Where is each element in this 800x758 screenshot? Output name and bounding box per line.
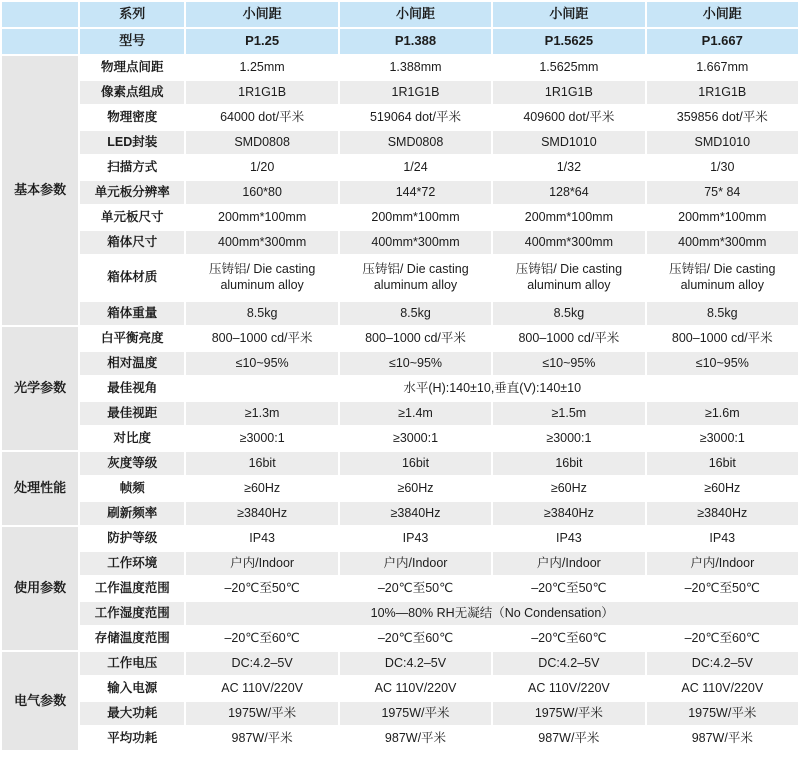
param-value: 144*72	[340, 181, 491, 204]
category-cell: 基本参数	[2, 56, 78, 325]
param-value: 16bit	[493, 452, 644, 475]
param-label: 箱体重量	[80, 302, 184, 325]
param-value: 409600 dot/平米	[493, 106, 644, 129]
param-label: 像素点组成	[80, 81, 184, 104]
param-value: 1/32	[493, 156, 644, 179]
param-value: 1.25mm	[186, 56, 337, 79]
param-value: IP43	[186, 527, 337, 550]
param-label: 工作电压	[80, 652, 184, 675]
param-value: 1975W/平米	[340, 702, 491, 725]
param-value: ≥60Hz	[340, 477, 491, 500]
param-value: –20℃至60℃	[493, 627, 644, 650]
spec-row	[2, 256, 798, 300]
param-value: 1975W/平米	[186, 702, 337, 725]
spec-row	[2, 327, 798, 350]
spec-row	[2, 527, 798, 550]
param-value: 压铸铝/ Die casting aluminum alloy	[493, 256, 644, 300]
param-value: 16bit	[340, 452, 491, 475]
category-cell: 电气参数	[2, 652, 78, 750]
param-label: LED封装	[80, 131, 184, 154]
param-label: 最佳视距	[80, 402, 184, 425]
param-value: 400mm*300mm	[340, 231, 491, 254]
param-value: ≥3840Hz	[647, 502, 798, 525]
param-value: 987W/平米	[647, 727, 798, 750]
corner-cell	[2, 2, 78, 27]
param-value: 1.388mm	[340, 56, 491, 79]
param-value: SMD0808	[186, 131, 337, 154]
param-value: –20℃至50℃	[647, 577, 798, 600]
param-value: 户内/Indoor	[647, 552, 798, 575]
param-value: 1/20	[186, 156, 337, 179]
param-value: ≥1.4m	[340, 402, 491, 425]
param-value: SMD1010	[647, 131, 798, 154]
spec-row	[2, 577, 798, 600]
param-value: ≥60Hz	[493, 477, 644, 500]
spec-row	[2, 627, 798, 650]
param-value: 1975W/平米	[493, 702, 644, 725]
param-label: 帧频	[80, 477, 184, 500]
param-value: 800–1000 cd/平米	[493, 327, 644, 350]
param-label: 防护等级	[80, 527, 184, 550]
param-value: 1975W/平米	[647, 702, 798, 725]
param-value: 1.5625mm	[493, 56, 644, 79]
param-value: DC:4.2–5V	[340, 652, 491, 675]
param-value-span: 10%—80% RH无凝结（No Condensation）	[186, 602, 798, 625]
param-value: –20℃至50℃	[186, 577, 337, 600]
category-cell: 处理性能	[2, 452, 78, 525]
param-value: 1.667mm	[647, 56, 798, 79]
param-value: IP43	[647, 527, 798, 550]
param-value: 压铸铝/ Die casting aluminum alloy	[340, 256, 491, 300]
spec-row	[2, 377, 798, 400]
series-value-2: 小间距	[340, 2, 491, 27]
series-value-1: 小间距	[186, 2, 337, 27]
spec-row	[2, 677, 798, 700]
param-value: ≤10~95%	[340, 352, 491, 375]
param-value: 75* 84	[647, 181, 798, 204]
param-value: 户内/Indoor	[340, 552, 491, 575]
model-value-1: P1.25	[186, 29, 337, 54]
param-label: 输入电源	[80, 677, 184, 700]
param-label: 存储温度范围	[80, 627, 184, 650]
param-value: 8.5kg	[647, 302, 798, 325]
param-value: 1R1G1B	[647, 81, 798, 104]
param-label: 平均功耗	[80, 727, 184, 750]
param-value: SMD0808	[340, 131, 491, 154]
param-value: 200mm*100mm	[186, 206, 337, 229]
param-value: 8.5kg	[493, 302, 644, 325]
param-value: 800–1000 cd/平米	[186, 327, 337, 350]
series-value-4: 小间距	[647, 2, 798, 27]
spec-row	[2, 181, 798, 204]
param-value: 519064 dot/平米	[340, 106, 491, 129]
param-label: 白平衡亮度	[80, 327, 184, 350]
param-label: 扫描方式	[80, 156, 184, 179]
param-value: 1/30	[647, 156, 798, 179]
param-label: 箱体尺寸	[80, 231, 184, 254]
param-value: DC:4.2–5V	[186, 652, 337, 675]
param-value: DC:4.2–5V	[493, 652, 644, 675]
spec-table-body	[2, 56, 798, 750]
spec-row	[2, 302, 798, 325]
param-value: 16bit	[186, 452, 337, 475]
param-value: 8.5kg	[186, 302, 337, 325]
param-value: –20℃至50℃	[340, 577, 491, 600]
param-value: 压铸铝/ Die casting aluminum alloy	[647, 256, 798, 300]
param-value: ≥1.3m	[186, 402, 337, 425]
param-label: 工作温度范围	[80, 577, 184, 600]
param-label: 刷新频率	[80, 502, 184, 525]
param-value: 1/24	[340, 156, 491, 179]
spec-row	[2, 652, 798, 675]
param-value: AC 110V/220V	[340, 677, 491, 700]
param-label: 灰度等级	[80, 452, 184, 475]
param-value: 160*80	[186, 181, 337, 204]
param-value: 1R1G1B	[186, 81, 337, 104]
series-row	[2, 2, 798, 27]
spec-row	[2, 156, 798, 179]
param-value: ≥60Hz	[186, 477, 337, 500]
param-value: 1R1G1B	[340, 81, 491, 104]
spec-row	[2, 502, 798, 525]
model-value-3: P1.5625	[493, 29, 644, 54]
spec-row	[2, 552, 798, 575]
param-label: 单元板尺寸	[80, 206, 184, 229]
param-value-span: 水平(H):140±10,垂直(V):140±10	[186, 377, 798, 400]
param-value: 200mm*100mm	[493, 206, 644, 229]
param-value: 359856 dot/平米	[647, 106, 798, 129]
param-value: ≥1.6m	[647, 402, 798, 425]
param-value: 200mm*100mm	[647, 206, 798, 229]
param-value: ≥3840Hz	[340, 502, 491, 525]
param-value: ≥3840Hz	[186, 502, 337, 525]
param-value: ≤10~95%	[647, 352, 798, 375]
param-value: 8.5kg	[340, 302, 491, 325]
param-value: 800–1000 cd/平米	[647, 327, 798, 350]
param-value: ≥3000:1	[340, 427, 491, 450]
param-value: 400mm*300mm	[186, 231, 337, 254]
param-value: ≥3840Hz	[493, 502, 644, 525]
param-value: AC 110V/220V	[647, 677, 798, 700]
spec-row	[2, 56, 798, 79]
param-value: DC:4.2–5V	[647, 652, 798, 675]
spec-row	[2, 352, 798, 375]
category-cell: 光学参数	[2, 327, 78, 450]
model-value-4: P1.667	[647, 29, 798, 54]
param-label: 单元板分辨率	[80, 181, 184, 204]
param-value: ≥3000:1	[186, 427, 337, 450]
model-row	[2, 29, 798, 54]
param-value: 800–1000 cd/平米	[340, 327, 491, 350]
param-value: AC 110V/220V	[186, 677, 337, 700]
param-value: 压铸铝/ Die casting aluminum alloy	[186, 256, 337, 300]
spec-row	[2, 206, 798, 229]
model-value-2: P1.388	[340, 29, 491, 54]
param-value: IP43	[493, 527, 644, 550]
model-label: 型号	[80, 29, 184, 54]
param-value: ≥60Hz	[647, 477, 798, 500]
param-label: 对比度	[80, 427, 184, 450]
param-value: 16bit	[647, 452, 798, 475]
param-value: IP43	[340, 527, 491, 550]
param-value: 400mm*300mm	[647, 231, 798, 254]
param-label: 物理点间距	[80, 56, 184, 79]
param-value: 200mm*100mm	[340, 206, 491, 229]
param-value: ≤10~95%	[186, 352, 337, 375]
param-value: 987W/平米	[340, 727, 491, 750]
param-label: 最大功耗	[80, 702, 184, 725]
param-value: 400mm*300mm	[493, 231, 644, 254]
param-value: ≤10~95%	[493, 352, 644, 375]
param-label: 相对温度	[80, 352, 184, 375]
param-value: AC 110V/220V	[493, 677, 644, 700]
spec-row	[2, 231, 798, 254]
series-value-3: 小间距	[493, 2, 644, 27]
spec-row	[2, 106, 798, 129]
spec-row	[2, 81, 798, 104]
spec-row	[2, 452, 798, 475]
param-value: 1R1G1B	[493, 81, 644, 104]
param-value: ≥1.5m	[493, 402, 644, 425]
spec-row	[2, 477, 798, 500]
spec-row	[2, 402, 798, 425]
param-value: 64000 dot/平米	[186, 106, 337, 129]
param-label: 物理密度	[80, 106, 184, 129]
spec-row	[2, 602, 798, 625]
spec-row	[2, 427, 798, 450]
param-label: 工作环境	[80, 552, 184, 575]
param-value: 户内/Indoor	[493, 552, 644, 575]
param-value: ≥3000:1	[647, 427, 798, 450]
spec-row	[2, 131, 798, 154]
param-value: –20℃至50℃	[493, 577, 644, 600]
param-value: –20℃至60℃	[647, 627, 798, 650]
param-value: 户内/Indoor	[186, 552, 337, 575]
param-value: 987W/平米	[186, 727, 337, 750]
param-value: 128*64	[493, 181, 644, 204]
param-value: SMD1010	[493, 131, 644, 154]
series-label: 系列	[80, 2, 184, 27]
param-value: ≥3000:1	[493, 427, 644, 450]
param-label: 工作湿度范围	[80, 602, 184, 625]
spec-row	[2, 702, 798, 725]
param-value: –20℃至60℃	[186, 627, 337, 650]
param-value: –20℃至60℃	[340, 627, 491, 650]
param-value: 987W/平米	[493, 727, 644, 750]
spec-row	[2, 727, 798, 750]
param-label: 最佳视角	[80, 377, 184, 400]
category-cell: 使用参数	[2, 527, 78, 650]
param-label: 箱体材质	[80, 256, 184, 300]
corner-cell	[2, 29, 78, 54]
